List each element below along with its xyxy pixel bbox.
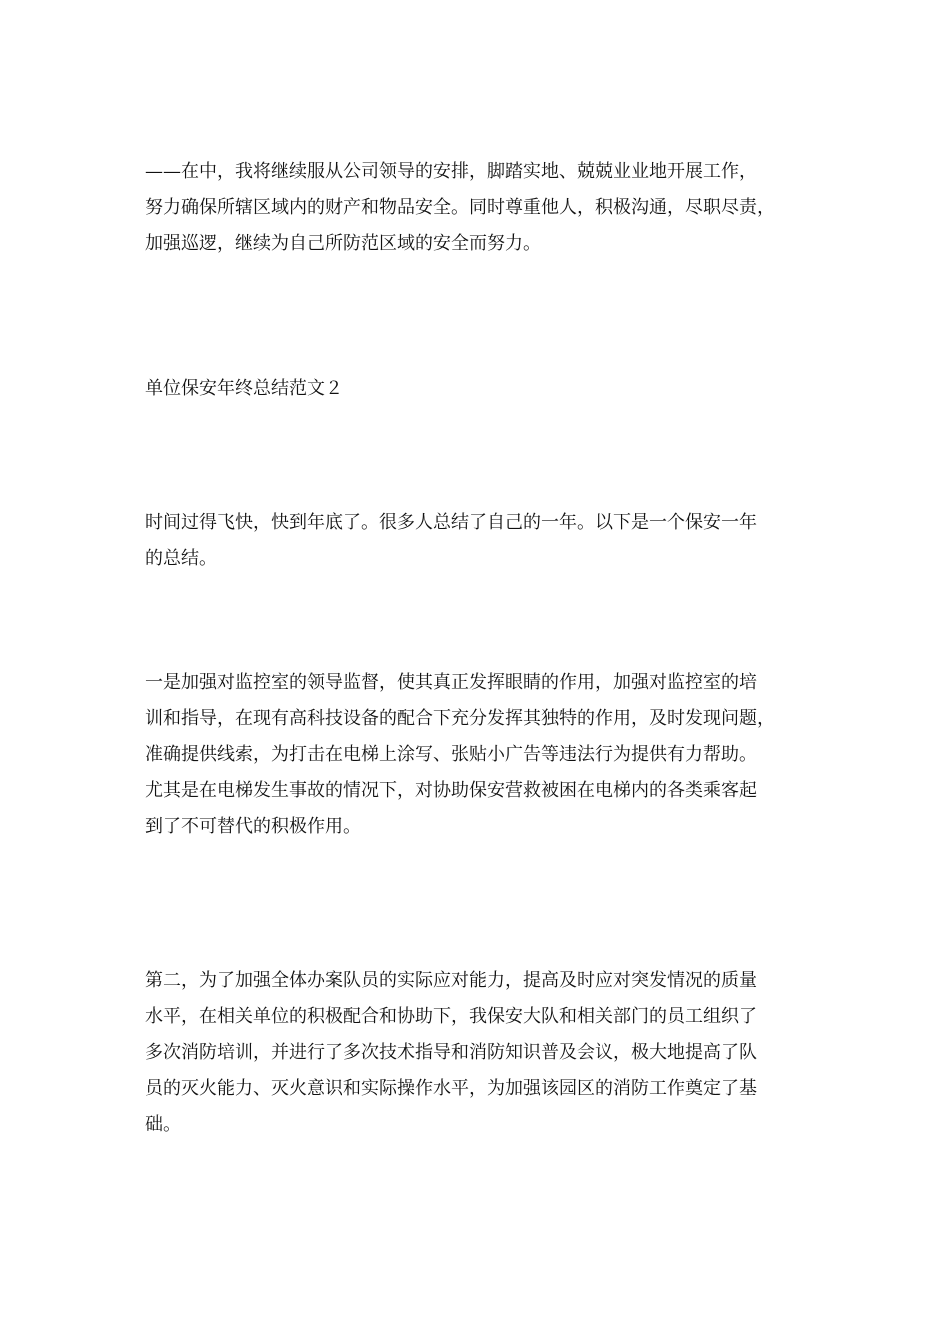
text-line: 到了不可替代的积极作用。	[145, 816, 361, 837]
text-line: 准确提供线索，为打击在电梯上涂写、张贴小广告等违法行为提供有力帮助。	[145, 744, 757, 765]
section-title: 单位保安年终总结范文２	[145, 378, 343, 399]
text-line: 时间过得飞快，快到年底了。很多人总结了自己的一年。以下是一个保安一年	[145, 512, 757, 533]
text-line: 多次消防培训，并进行了多次技术指导和消防知识普及会议，极大地提高了队	[145, 1042, 757, 1063]
paragraph-fire-training	[145, 963, 805, 1143]
text-line: ——在中，我将继续服从公司领导的安排，脚踏实地、兢兢业业地开展工作，	[145, 161, 757, 182]
text-line: 尤其是在电梯发生事故的情况下，对协助保安营救被困在电梯内的各类乘客起	[145, 780, 757, 801]
text-line: 础。	[145, 1114, 181, 1135]
text-line: 加强巡逻，继续为自己所防范区域的安全而努力。	[145, 233, 541, 254]
text-line: 员的灭火能力、灭火意识和实际操作水平，为加强该园区的消防工作奠定了基	[145, 1078, 757, 1099]
text-line: 努力确保所辖区域内的财产和物品安全。同时尊重他人，积极沟通，尽职尽责，	[145, 197, 775, 218]
text-line: 训和指导，在现有高科技设备的配合下充分发挥其独特的作用，及时发现问题，	[145, 708, 775, 729]
text-line: 的总结。	[145, 548, 217, 569]
text-line: 水平，在相关单位的积极配合和协助下，我保安大队和相关部门的员工组织了	[145, 1006, 757, 1027]
paragraph-commitment	[145, 154, 805, 262]
text-line: 一是加强对监控室的领导监督，使其真正发挥眼睛的作用，加强对监控室的培	[145, 672, 757, 693]
paragraph-intro	[145, 505, 805, 577]
text-line: 第二，为了加强全体办案队员的实际应对能力，提高及时应对突发情况的质量	[145, 970, 757, 991]
paragraph-monitoring	[145, 665, 805, 845]
